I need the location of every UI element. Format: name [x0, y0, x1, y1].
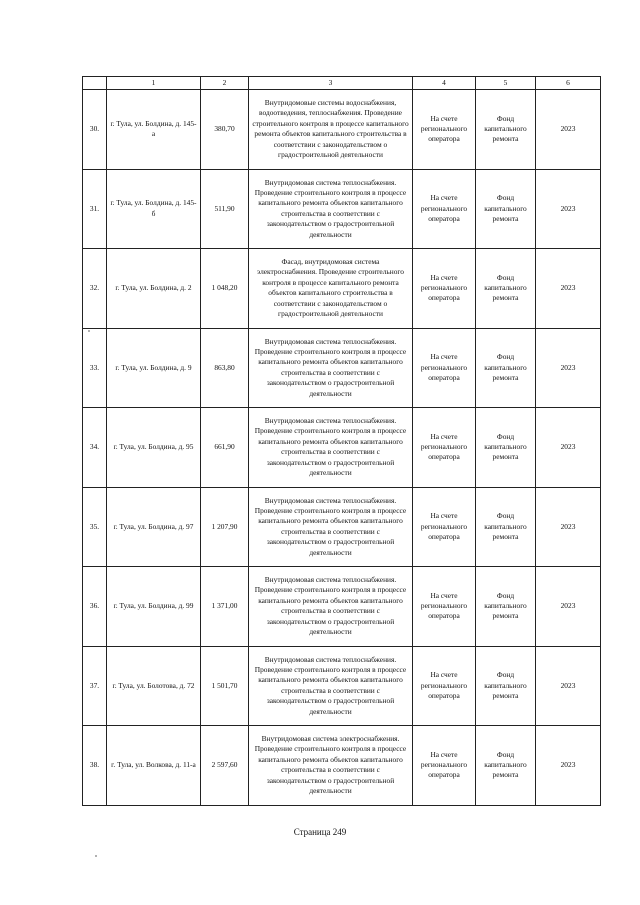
year-cell: 2023 — [536, 726, 601, 806]
cost-cell: 1 371,00 — [201, 567, 249, 647]
address-cell: г. Тула, ул. Болдина, д. 99 — [107, 567, 201, 647]
column-number-row — [83, 77, 601, 90]
address-cell: г. Тула, ул. Болдина, д. 97 — [107, 487, 201, 567]
cost-cell: 511,90 — [201, 169, 249, 249]
year-cell: 2023 — [536, 646, 601, 726]
table-row — [83, 90, 601, 170]
cost-cell: 863,80 — [201, 328, 249, 408]
table-row — [83, 408, 601, 488]
row-number: 30. — [83, 90, 107, 170]
row-number: 33. — [83, 328, 107, 408]
year-cell: 2023 — [536, 169, 601, 249]
table-row — [83, 328, 601, 408]
work-description-cell: Внутридомовая система теплоснабжения. Проведение строительного контроля в процессе капитального ремонта объектов капитального строительства в соответствии с законодательством о градостроительной деятельности — [249, 408, 413, 488]
account-cell: На счете регионального оператора — [413, 249, 476, 329]
work-description-cell: Внутридомовая система электроснабжения. Проведение строительного контроля в процессе капитального ремонта объектов капитального строительства в соответствии с законодательством о градостроительной деятельности — [249, 726, 413, 806]
header-cell: 5 — [476, 77, 536, 90]
cost-cell: 1 501,70 — [201, 646, 249, 726]
fund-cell: Фонд капитального ремонта — [476, 328, 536, 408]
header-cell-blank — [83, 77, 107, 90]
cost-cell: 380,70 — [201, 90, 249, 170]
table-row — [83, 567, 601, 647]
page-number: Страница 249 — [293, 827, 347, 837]
address-cell: г. Тула, ул. Болотова, д. 72 — [107, 646, 201, 726]
header-cell: 1 — [107, 77, 201, 90]
repair-schedule-table — [82, 76, 601, 806]
account-cell: На счете регионального оператора — [413, 567, 476, 647]
year-cell: 2023 — [536, 567, 601, 647]
work-description-cell: Внутридомовая система теплоснабжения. Проведение строительного контроля в процессе капитального ремонта объектов капитального строительства в соответствии с законодательством о градостроительной деятельности — [249, 567, 413, 647]
work-description-cell: Внутридомовая система теплоснабжения. Проведение строительного контроля в процессе капитального ремонта объектов капитального строительства в соответствии с законодательством о градостроительной деятельности — [249, 487, 413, 567]
year-cell: 2023 — [536, 328, 601, 408]
account-cell: На счете регионального оператора — [413, 169, 476, 249]
header-cell: 2 — [201, 77, 249, 90]
address-cell: г. Тула, ул. Болдина, д. 145-б — [107, 169, 201, 249]
table-row — [83, 726, 601, 806]
year-cell: 2023 — [536, 408, 601, 488]
row-number: 35. — [83, 487, 107, 567]
row-number: 32. — [83, 249, 107, 329]
cost-cell: 2 597,60 — [201, 726, 249, 806]
work-description-cell: Внутридомовая система теплоснабжения. Проведение строительного контроля в процессе капитального ремонта объектов капитального строительства в соответствии с законодательством о градостроительной деятельности — [249, 328, 413, 408]
address-cell: г. Тула, ул. Болдина, д. 9 — [107, 328, 201, 408]
account-cell: На счете регионального оператора — [413, 90, 476, 170]
work-description-cell: Фасад, внутридомовая система электроснабжения. Проведение строительного контроля в процессе капитального ремонта объектов капитального строительства в соответствии с законодательством о градостроительной деятельности — [249, 249, 413, 329]
table-row — [83, 487, 601, 567]
table-row — [83, 249, 601, 329]
fund-cell: Фонд капитального ремонта — [476, 90, 536, 170]
cost-cell: 1 048,20 — [201, 249, 249, 329]
work-description-cell: Внутридомовые системы водоснабжения, водоотведения, теплоснабжения. Проведение строительного контроля в процессе капитального ремонта объектов капитального строительства в соответствии с законодательством о градостроительной деятельности — [249, 90, 413, 170]
work-description-cell: Внутридомовая система теплоснабжения. Проведение строительного контроля в процессе капитального ремонта объектов капитального строительства в соответствии с законодательством о градостроительной деятельности — [249, 646, 413, 726]
address-cell: г. Тула, ул. Болдина, д. 2 — [107, 249, 201, 329]
account-cell: На счете регионального оператора — [413, 408, 476, 488]
address-cell: г. Тула, ул. Болдина, д. 95 — [107, 408, 201, 488]
cost-cell: 1 207,90 — [201, 487, 249, 567]
address-cell: г. Тула, ул. Болдина, д. 145-а — [107, 90, 201, 170]
account-cell: На счете регионального оператора — [413, 487, 476, 567]
address-cell: г. Тула, ул. Волкова, д. 11-а — [107, 726, 201, 806]
row-number: 34. — [83, 408, 107, 488]
row-number: 38. — [83, 726, 107, 806]
header-cell: 4 — [413, 77, 476, 90]
account-cell: На счете регионального оператора — [413, 646, 476, 726]
header-cell: 6 — [536, 77, 601, 90]
account-cell: На счете регионального оператора — [413, 328, 476, 408]
table-row — [83, 646, 601, 726]
fund-cell: Фонд капитального ремонта — [476, 249, 536, 329]
fund-cell: Фонд капитального ремонта — [476, 726, 536, 806]
fund-cell: Фонд капитального ремонта — [476, 487, 536, 567]
fund-cell: Фонд капитального ремонта — [476, 408, 536, 488]
year-cell: 2023 — [536, 90, 601, 170]
fund-cell: Фонд капитального ремонта — [476, 169, 536, 249]
row-number: 36. — [83, 567, 107, 647]
row-number: 31. — [83, 169, 107, 249]
header-cell: 3 — [249, 77, 413, 90]
fund-cell: Фонд капитального ремонта — [476, 567, 536, 647]
work-description-cell: Внутридомовая система теплоснабжения. Проведение строительного контроля в процессе капитального ремонта объектов капитального строительства в соответствии с законодательством о градостроительной деятельности — [249, 169, 413, 249]
year-cell: 2023 — [536, 487, 601, 567]
fund-cell: Фонд капитального ремонта — [476, 646, 536, 726]
account-cell: На счете регионального оператора — [413, 726, 476, 806]
scan-speck — [95, 855, 97, 857]
row-number: 37. — [83, 646, 107, 726]
year-cell: 2023 — [536, 249, 601, 329]
scan-speck — [88, 330, 90, 332]
cost-cell: 661,90 — [201, 408, 249, 488]
table-row — [83, 169, 601, 249]
